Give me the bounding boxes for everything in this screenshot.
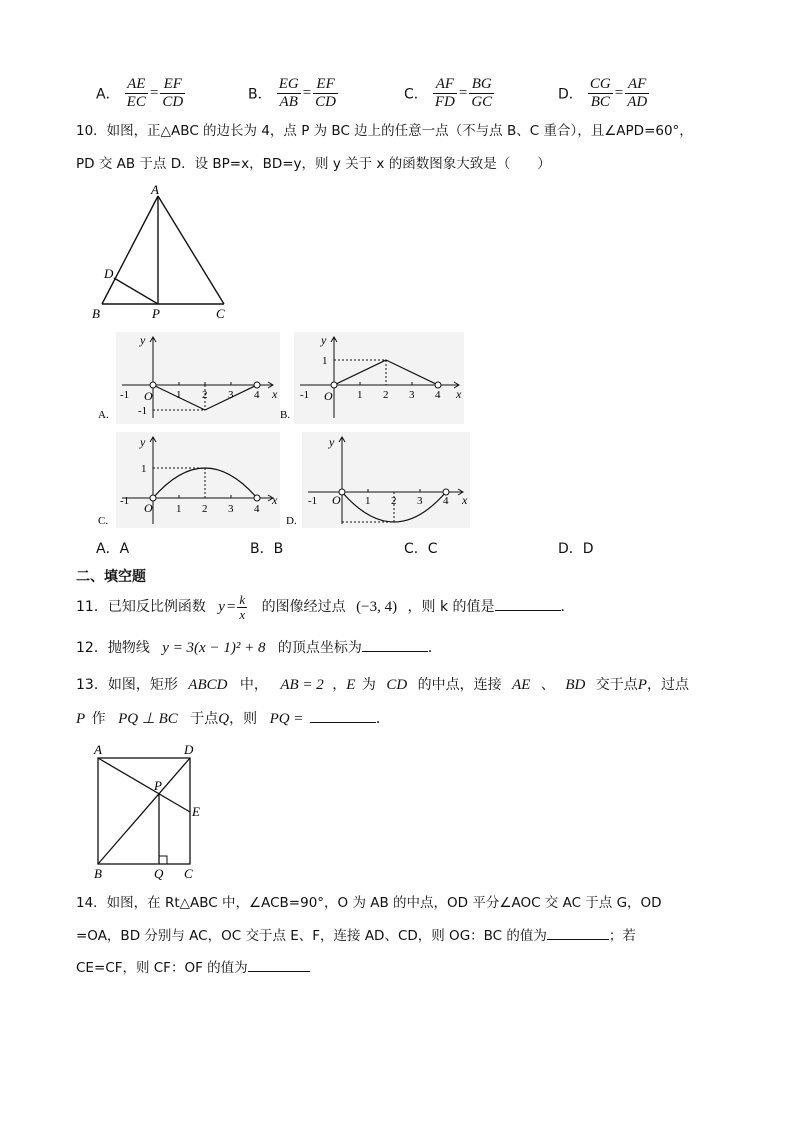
tick-neg1: -1: [120, 495, 130, 507]
open-point: [254, 495, 260, 501]
q11-fraction: $\frac{k}{x}$: [239, 591, 246, 622]
graph-label: D.: [286, 515, 297, 527]
q11-end: ．: [560, 599, 575, 615]
graph-d: [284, 432, 470, 528]
origin-label: O: [144, 389, 153, 403]
q10-answer-c: C．C: [404, 541, 438, 557]
q10-line1: 10．如图，正△ABC 的边长为 4，点 P 为 BC 边上的任意一点（不与点 B、C 重合），且∠APD=60°，: [76, 123, 693, 139]
q10-answer-a: A．A: [96, 541, 130, 557]
tick-2: 2: [202, 503, 208, 515]
tick-3: 3: [417, 495, 423, 507]
y-label: y: [140, 333, 146, 347]
open-point: [254, 382, 260, 388]
graph-label: B.: [280, 409, 291, 421]
tick-2: 2: [391, 495, 397, 507]
tick-2: 2: [383, 389, 389, 401]
origin-label: O: [332, 493, 341, 507]
q12-end: ．: [427, 640, 442, 656]
label-p: P: [154, 778, 162, 793]
tick-4: 4: [254, 503, 260, 515]
q10-triangle-figure: [88, 182, 248, 324]
tick-1: 1: [176, 389, 182, 401]
edge-ac: [158, 196, 224, 304]
fraction: $\frac{CG}{BC}$: [589, 76, 611, 110]
graph-label: C.: [98, 515, 109, 527]
fraction: $\frac{BG}{GC}$: [471, 76, 493, 110]
tick-3: 3: [228, 389, 234, 401]
tick-neg1: -1: [300, 389, 310, 401]
label-c: C: [184, 866, 193, 881]
tick-1: 1: [365, 495, 371, 507]
tick-4: 4: [254, 389, 260, 401]
q14-line2: =OA，BD 分别与 AC，OC 交于点 E、F，连接 AD、CD，则 OG：BC 的值为 ；若: [76, 925, 636, 946]
q14-answer-blank-2[interactable]: [248, 957, 310, 972]
fraction: $\frac{EF}{CD}$: [315, 76, 337, 110]
tick-2: 2: [202, 389, 208, 401]
q13-answer-blank[interactable]: [310, 708, 376, 723]
q11-suffix: ，则 k 的值是: [407, 599, 495, 615]
open-point: [331, 382, 337, 388]
q13-line1: 13．如图，矩形 ABCD 中， AB = 2 ，E 为 CD 的中点，连接 AE 、 BD 交于点P，过点: [76, 677, 689, 693]
label-d: D: [184, 742, 194, 757]
label-c: C: [216, 306, 225, 321]
q9-option-d: D． $\frac{CG}{BC}$ = $\frac{AF}{AD}$: [558, 76, 648, 110]
tick-1: 1: [357, 389, 363, 401]
tick-neg1: -1: [308, 495, 318, 507]
y-label: y: [321, 333, 327, 347]
q13-rectangle-figure: [88, 740, 208, 882]
q12: [76, 636, 442, 660]
fraction: $\frac{AE}{EC}$: [126, 76, 146, 110]
label-q: Q: [154, 866, 164, 881]
q10-answer-b: B．B: [250, 541, 284, 557]
y-tick-1: 1: [141, 463, 147, 475]
q9-option-b: B． $\frac{EG}{AB}$ = $\frac{EF}{CD}$: [248, 76, 337, 110]
label-p: P: [152, 306, 160, 321]
open-point: [435, 382, 441, 388]
label-b: B: [94, 866, 102, 881]
label-a: A: [94, 742, 102, 757]
q12-suffix: 的顶点坐标为: [277, 640, 362, 656]
tick-3: 3: [228, 503, 234, 515]
segment-pd: [114, 278, 158, 304]
segment-bd: [98, 758, 190, 864]
label-b: B: [92, 306, 100, 321]
option-label: C．: [404, 86, 428, 103]
segment-ae: [98, 758, 190, 812]
q14-answer-blank-1[interactable]: [547, 925, 609, 940]
tick-4: 4: [435, 389, 441, 401]
fraction: $\frac{AF}{FD}$: [434, 76, 455, 110]
y-tick-neg1: -1: [138, 405, 148, 417]
fraction: $\frac{AF}{AD}$: [627, 76, 648, 110]
x-label: x: [456, 387, 462, 401]
q9-options: [96, 76, 716, 120]
y-label: y: [140, 435, 146, 449]
q9-option-c: C． $\frac{AF}{FD}$ = $\frac{BG}{GC}$: [404, 76, 493, 110]
y-tick-1: 1: [322, 355, 328, 367]
q13-line2: P 作 PQ ⊥ BC 于点Q，则 PQ = ．: [76, 708, 390, 730]
graph-background: [302, 432, 470, 528]
q11-func-y: y: [218, 599, 225, 615]
q9-option-a: A． $\frac{AE}{EC}$ = $\frac{EF}{CD}$: [96, 76, 184, 110]
graph-a: [96, 332, 280, 424]
graph-background: [294, 332, 464, 424]
q14-line3: CE=CF，则 CF：OF 的值为: [76, 957, 310, 978]
q13-ab: AB = 2: [280, 677, 324, 693]
fraction: $\frac{EG}{AB}$: [278, 76, 299, 110]
tick-1: 1: [176, 503, 182, 515]
q11-prefix: 11．已知反比例函数: [76, 599, 206, 615]
q10-answer-d: D．D: [558, 541, 594, 557]
q11-mid: 的图像经过点: [261, 599, 346, 615]
q14-line1: 14．如图，在 Rt△ABC 中，∠ACB=90°，O 为 AB 的中点，OD 平分∠AOC 交 AC 于点 G，OD: [76, 895, 662, 911]
q13-abcd: ABCD: [188, 677, 228, 693]
open-point: [150, 382, 156, 388]
x-label: x: [272, 387, 278, 401]
label-a: A: [151, 182, 159, 197]
option-label: A．: [96, 86, 120, 103]
right-angle-mark: [159, 856, 167, 864]
x-label: x: [272, 493, 278, 507]
tick-neg1: -1: [120, 389, 130, 401]
graph-c: [96, 432, 280, 528]
label-e: E: [192, 804, 200, 819]
tick-4: 4: [443, 495, 449, 507]
fraction: $\frac{EF}{CD}$: [162, 76, 184, 110]
origin-label: O: [144, 501, 153, 515]
option-label: B．: [248, 86, 272, 103]
q11-answer-blank[interactable]: [495, 596, 561, 611]
graph-label: A.: [98, 409, 109, 421]
q12-prefix: 12．抛物线: [76, 640, 150, 656]
origin-label: O: [324, 389, 333, 403]
x-label: x: [462, 493, 468, 507]
y-label: y: [329, 435, 335, 449]
graph-b: [280, 332, 464, 424]
q11-point: (−3, 4): [356, 599, 398, 615]
q12-answer-blank[interactable]: [362, 637, 428, 652]
section-title: 二、填空题: [76, 569, 146, 585]
label-d: D: [104, 266, 114, 281]
option-label: D．: [558, 86, 583, 103]
q10-line2: PD 交 AB 于点 D．设 BP=x，BD=y，则 y 关于 x 的函数图象大致是（ ）: [76, 156, 551, 172]
tick-3: 3: [409, 389, 415, 401]
q12-formula: y = 3(x − 1)² + 8: [162, 640, 266, 656]
q11: 11．已知反比例函数 y = $\frac{k}{x}$ 的图像经过点 (−3, 4) ，则 k 的值是 ．: [76, 591, 575, 622]
